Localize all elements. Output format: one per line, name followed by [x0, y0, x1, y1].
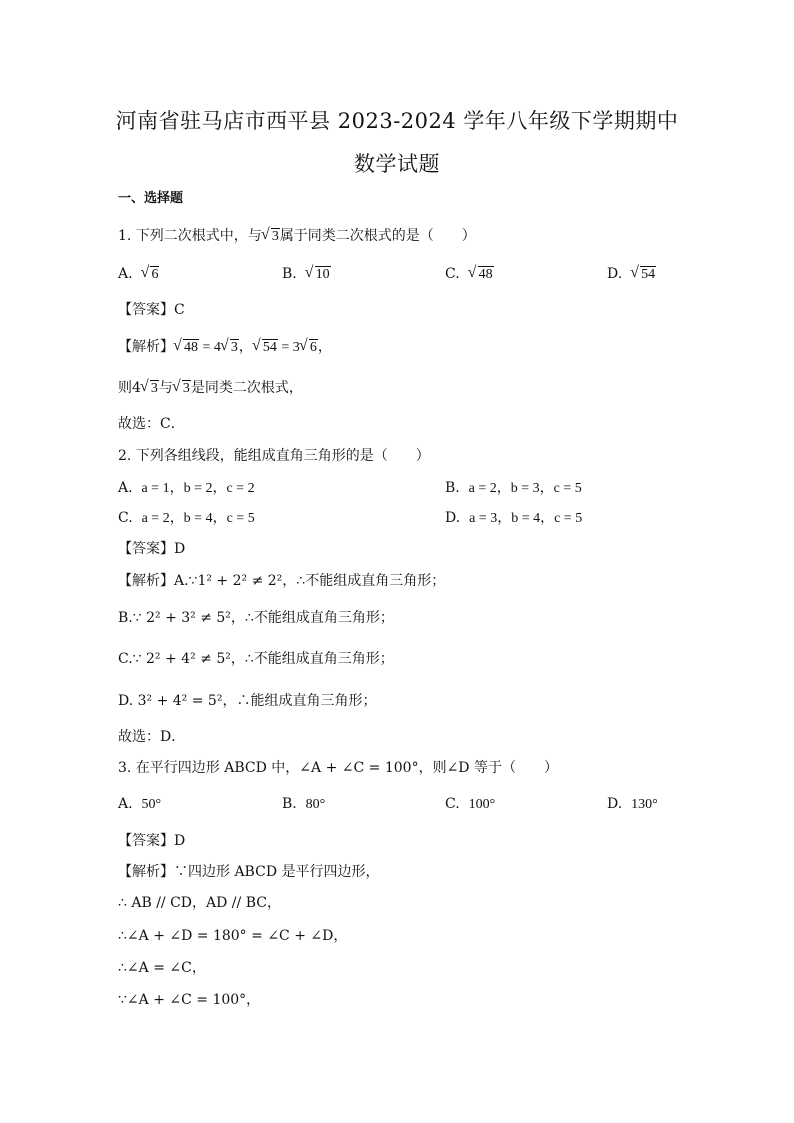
q1-option-b: B. √ 10 [282, 265, 331, 284]
q3-option-a: A. 50° [118, 796, 162, 812]
q2-stem: 2. 下列各组线段，能组成直角三角形的是（ ） [118, 448, 430, 464]
q3-analysis-1: 【解析】∵四边形 ABCD 是平行四边形， [118, 864, 380, 880]
q1-option-c: C. √ 48 [445, 265, 494, 284]
q3-stem: 3. 在平行四边形 ABCD 中，∠A + ∠C = 100°，则∠D 等于（ ） [118, 760, 558, 776]
q1-conclusion: 故选：C． [118, 416, 185, 432]
q1-option-d: D. √ 54 [607, 265, 656, 284]
q2-analysis-4: D. 3² + 4² = 5²，∴能组成直角三角形； [118, 693, 377, 709]
q2-analysis-1: 【解析】A.∵1² + 2² ≠ 2²，∴不能组成直角三角形； [118, 573, 446, 589]
q1-analysis-2: 则4√ 3与√ 3是同类二次根式， [118, 379, 303, 398]
q1-option-a: A. √ 6 [118, 265, 159, 284]
sqrt-symbol: √ 3 [262, 228, 280, 246]
q2-option-b: B. a = 2，b = 3，c = 5 [445, 480, 582, 496]
q3-analysis-3: ∴∠A + ∠D = 180° = ∠C + ∠D， [118, 928, 348, 944]
q3-analysis-5: ∵∠A + ∠C = 100°， [118, 992, 261, 1008]
q3-analysis-4: ∴∠A = ∠C， [118, 960, 206, 976]
q2-answer: 【答案】D [118, 541, 186, 557]
q3-analysis-2: ∴ AB // CD，AD // BC， [118, 895, 281, 911]
q1-stem: 1. 下列二次根式中，与√ 3属于同类二次根式的是（ ） [118, 227, 476, 246]
title-line-2: 数学试题 [354, 152, 440, 176]
q1-analysis-1: 【解析】√ 48 = 4√ 3，√ 54 = 3√ 6， [118, 338, 332, 357]
q2-option-a: A. a = 1，b = 2，c = 2 [118, 480, 255, 496]
q2-analysis-2: B.∵ 2² + 3² ≠ 5²，∴不能组成直角三角形； [118, 610, 394, 626]
q3-option-b: B. 80° [282, 796, 326, 812]
q2-option-d: D. a = 3，b = 4，c = 5 [445, 510, 583, 526]
title-line-1: 河南省驻马店市西平县 2023-2024 学年八年级下学期期中 [115, 109, 679, 133]
q3-option-d: D. 130° [607, 796, 658, 812]
q2-analysis-3: C.∵ 2² + 4² ≠ 5²，∴不能组成直角三角形； [118, 651, 394, 667]
section-heading: 一、选择题 [118, 191, 184, 206]
q3-answer: 【答案】D [118, 833, 186, 849]
q1-answer: 【答案】C [118, 302, 185, 318]
q2-conclusion: 故选：D． [118, 729, 186, 745]
q2-option-c: C. a = 2，b = 4，c = 5 [118, 510, 255, 526]
q3-option-c: C. 100° [445, 796, 496, 812]
